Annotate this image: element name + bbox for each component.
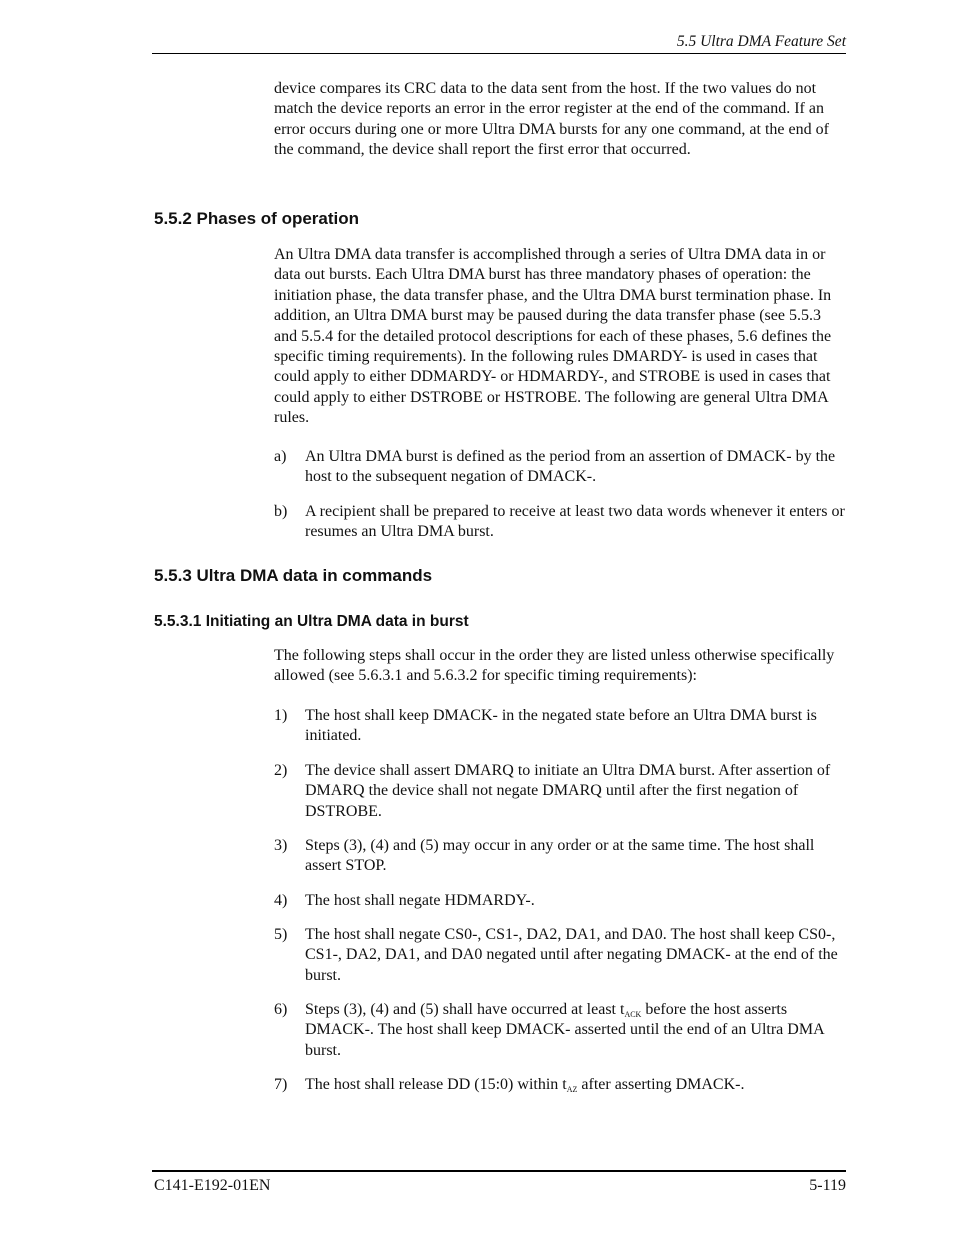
initiation-paragraph: The following steps shall occur in the order they are listed unless otherwise specifically allowed (see 5.6.3.1 and 5.6.3.2 for specific timing requirements): bbox=[274, 647, 835, 685]
footer-rule bbox=[152, 1170, 846, 1172]
timing-subscript: ACK bbox=[624, 1010, 642, 1019]
step-text: The host shall negate CS0-, CS1-, DA2, DA1, and DA0. The host shall keep CS0-, CS1-, DA2, DA1, and DA0 negated until after negating DMACK- at the end of the burst. bbox=[305, 926, 838, 984]
step-item-3 bbox=[274, 836, 846, 877]
list-marker: a) bbox=[274, 448, 287, 465]
step-text: The host shall keep DMACK- in the negated state before an Ultra DMA burst is initiated. bbox=[305, 707, 817, 745]
list-marker: 6) bbox=[274, 1001, 288, 1018]
step-text: The host shall negate HDMARDY-. bbox=[305, 892, 535, 909]
step-text-before: The host shall release DD (15:0) within t bbox=[305, 1076, 567, 1093]
step-text-before: Steps (3), (4) and (5) shall have occurred at least t bbox=[305, 1001, 625, 1018]
rule-text: An Ultra DMA burst is defined as the period from an assertion of DMACK- by the host to the subsequent negation of DMACK-. bbox=[305, 448, 836, 486]
rule-item-b bbox=[274, 502, 846, 543]
running-header: 5.5 Ultra DMA Feature Set bbox=[676, 33, 846, 50]
heading-5-5-3-1: 5.5.3.1 Initiating an Ultra DMA data in burst bbox=[154, 613, 469, 630]
list-marker: 1) bbox=[274, 707, 288, 724]
phases-paragraph: An Ultra DMA data transfer is accomplished through a series of Ultra DMA data in or data out bursts. Each Ultra DMA burst has three mandatory phases of operation: the initiation phase, the data transfer phase, and the Ultra DMA burst termination phase. In addition, an Ultra DMA burst may be paused during the data transfer phase (see 5.5.3 and 5.5.4 for the detailed protocol descriptions for each of these phases, 5.6 defines the specific timing requirements). In the following rules DMARDY- is used in cases that could apply to either DDMARDY- or HDMARDY-, and STROBE is used in cases that could apply to either DSTROBE or HSTROBE. The following are general Ultra DMA rules. bbox=[274, 246, 832, 427]
list-marker: 7) bbox=[274, 1076, 288, 1093]
page-number: 5-119 bbox=[809, 1177, 846, 1194]
step-text bbox=[305, 1000, 846, 1061]
step-text: Steps (3), (4) and (5) may occur in any order or at the same time. The host shall assert STOP. bbox=[305, 837, 815, 875]
step-item-4 bbox=[274, 891, 846, 911]
step-item-6 bbox=[274, 1000, 846, 1061]
list-marker: 5) bbox=[274, 926, 288, 943]
rule-text: A recipient shall be prepared to receive at least two data words whenever it enters or resumes an Ultra DMA burst. bbox=[305, 503, 845, 541]
step-text: The device shall assert DMARQ to initiate an Ultra DMA burst. After assertion of DMARQ the device shall not negate DMARQ until after the first negation of DSTROBE. bbox=[305, 762, 831, 820]
step-text bbox=[305, 1075, 846, 1095]
document-id: C141-E192-01EN bbox=[154, 1177, 271, 1194]
step-item-5 bbox=[274, 925, 846, 986]
list-marker: 2) bbox=[274, 762, 288, 779]
step-text-after: before the host asserts DMACK-. The host shall keep DMACK- asserted until the end of an Ultra DMA burst. bbox=[305, 1001, 824, 1059]
list-marker: 3) bbox=[274, 837, 288, 854]
rule-item-a bbox=[274, 447, 846, 488]
heading-5-5-3: 5.5.3 Ultra DMA data in commands bbox=[154, 566, 433, 585]
list-marker: 4) bbox=[274, 892, 288, 909]
step-item-1 bbox=[274, 706, 846, 747]
list-marker: b) bbox=[274, 503, 288, 520]
step-item-7 bbox=[274, 1075, 846, 1095]
step-item-2 bbox=[274, 761, 846, 822]
timing-subscript: AZ bbox=[566, 1085, 578, 1094]
heading-5-5-2: 5.5.2 Phases of operation bbox=[154, 209, 360, 228]
header-rule bbox=[152, 53, 846, 54]
step-text-after: after asserting DMACK-. bbox=[577, 1076, 745, 1093]
intro-paragraph: device compares its CRC data to the data sent from the host. If the two values do not match the device reports an error in the error register at the end of the command. If an error occurs during one or more Ultra DMA bursts for any one command, at the end of the command, the device shall report the first error that occurred. bbox=[274, 80, 829, 159]
